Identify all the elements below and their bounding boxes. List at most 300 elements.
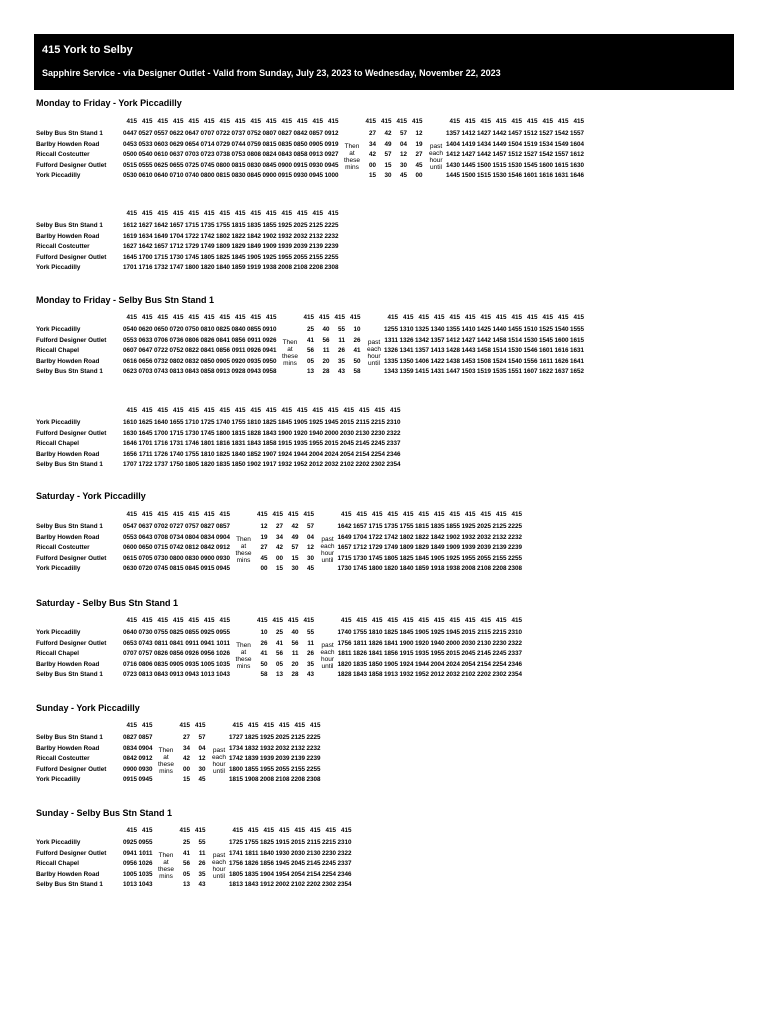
route-number: 415 (495, 617, 507, 624)
route-number: 415 (402, 617, 414, 624)
departure-time: 1905 (293, 419, 308, 426)
departure-time: 0827 (122, 734, 137, 741)
departure-time: 0557 (153, 130, 168, 137)
departure-time: 1646 (569, 172, 584, 180)
departure-time: 0610 (153, 151, 168, 159)
route-number: 415 (250, 118, 261, 125)
route-number: 415 (464, 617, 476, 624)
departure-time: 2322 (337, 849, 352, 857)
departure-time: 1434 (476, 140, 491, 148)
departure-time: 1811 (337, 650, 352, 658)
stop-name: Selby Bus Stn Stand 1 (36, 461, 103, 469)
stop-row (36, 881, 736, 890)
departure-time: 1514 (507, 336, 522, 344)
departure-time: 0732 (153, 357, 168, 365)
minutes-past-hour: 35 (198, 870, 206, 878)
minutes-past-hour: 41 (260, 650, 268, 658)
stop-name: Fulford Designer Outlet (36, 429, 107, 437)
timetable-block (36, 314, 736, 383)
minutes-past-hour: 26 (353, 336, 361, 344)
minutes-past-hour: 12 (415, 130, 423, 137)
departure-time: 1944 (414, 660, 429, 668)
departure-time: 1809 (399, 544, 414, 552)
route-number: 415 (387, 511, 398, 518)
note-line: until (368, 359, 380, 367)
departure-time: 0603 (153, 140, 168, 148)
departure-time: 2055 (275, 765, 290, 773)
note-line: at (287, 345, 293, 353)
departure-time: 0815 (169, 565, 184, 573)
departure-time: 1855 (262, 222, 277, 229)
minutes-past-hour: 40 (291, 629, 299, 636)
minutes-past-hour: 04 (306, 533, 314, 541)
route-number: 415 (303, 314, 314, 321)
departure-time: 1925 (445, 554, 460, 562)
departure-time: 0752 (246, 130, 261, 137)
note-line: hour (320, 549, 334, 557)
departure-time: 1515 (492, 161, 507, 169)
past-each-hour-until-note (208, 747, 230, 775)
departure-time: 2354 (337, 881, 352, 889)
route-number: 415 (327, 210, 339, 217)
departure-time: 0841 (169, 639, 184, 647)
departure-time: 1707 (122, 461, 137, 469)
departure-time: 0553 (122, 336, 137, 344)
departure-time: 0900 (277, 161, 292, 169)
minutes-past-hour: 27 (275, 523, 283, 530)
departure-time: 1546 (523, 347, 538, 355)
departure-time: 1935 (414, 650, 429, 658)
departure-time: 1902 (262, 232, 277, 240)
departure-time: 1412 (445, 336, 460, 344)
route-number: 415 (203, 617, 215, 624)
departure-time: 1641 (569, 357, 584, 365)
departure-time: 2039 (275, 755, 290, 763)
departure-time: 2254 (321, 870, 336, 878)
departure-time: 1745 (184, 253, 199, 261)
departure-time: 1413 (430, 347, 445, 355)
departure-time: 1655 (169, 419, 184, 426)
departure-time: 2232 (324, 232, 339, 240)
minutes-past-hour: 28 (291, 671, 299, 679)
departure-time: 1815 (228, 776, 243, 784)
departure-time: 2255 (306, 765, 321, 773)
departure-time: 0708 (153, 533, 168, 541)
note-line: Then (344, 142, 360, 150)
departure-time: 1955 (277, 253, 292, 261)
minutes-past-hour: 11 (291, 650, 299, 658)
departure-time: 0858 (200, 368, 215, 376)
note-line: hour (212, 865, 226, 873)
departure-time: 1801 (200, 440, 215, 448)
departure-time: 1656 (122, 450, 137, 458)
stop-row (36, 151, 736, 160)
departure-time: 2232 (306, 744, 321, 752)
departure-time: 0722 (153, 347, 168, 355)
departure-time: 1932 (277, 461, 292, 469)
past-each-hour-until-note (317, 642, 339, 670)
route-number: 415 (433, 511, 445, 518)
departure-time: 0825 (215, 326, 230, 333)
route-header-row (36, 722, 736, 731)
departure-time: 2310 (337, 839, 352, 846)
note-line: each (320, 648, 335, 656)
route-number: 415 (281, 407, 292, 414)
route-number: 415 (309, 827, 321, 834)
departure-time: 2302 (492, 671, 507, 679)
departure-time: 0553 (122, 533, 137, 541)
route-header-row (36, 827, 736, 836)
stop-row (36, 337, 736, 346)
departure-time: 1013 (122, 881, 137, 889)
departure-time: 0757 (184, 523, 199, 530)
departure-time: 0650 (153, 326, 168, 333)
departure-time: 1326 (383, 347, 398, 355)
stop-name: Fulford Designer Outlet (36, 765, 107, 773)
departure-time: 1902 (246, 461, 261, 469)
departure-time: 1755 (244, 839, 259, 846)
stop-row (36, 162, 736, 171)
route-number: 415 (219, 210, 230, 217)
then-at-these-mins-note (341, 143, 363, 171)
departure-time: 1631 (554, 172, 569, 180)
departure-time: 1427 (461, 151, 476, 159)
route-number: 415 (126, 827, 137, 834)
stop-name: Selby Bus Stn Stand 1 (36, 734, 103, 741)
departure-time: 1940 (308, 429, 323, 437)
departure-time: 1611 (539, 357, 553, 365)
departure-time: 0835 (153, 660, 168, 668)
route-number: 415 (325, 827, 336, 834)
departure-time: 1815 (414, 523, 429, 530)
departure-time: 2125 (492, 523, 507, 530)
stop-row (36, 347, 736, 356)
departure-time: 0815 (262, 140, 277, 148)
departure-time: 1326 (399, 336, 414, 344)
departure-time: 0759 (246, 140, 261, 148)
departure-time: 1530 (507, 161, 522, 169)
stop-row (36, 766, 736, 775)
departure-time: 0737 (231, 130, 246, 137)
minutes-past-hour: 49 (291, 533, 299, 541)
departure-time: 1542 (538, 151, 553, 159)
departure-time: 2354 (386, 461, 401, 469)
departure-time: 1924 (277, 450, 292, 458)
minutes-past-hour: 00 (415, 172, 423, 180)
departure-time: 1855 (445, 523, 460, 530)
route-number: 415 (433, 617, 445, 624)
minutes-past-hour: 12 (306, 544, 314, 552)
note-line: each (211, 753, 227, 761)
stop-row (36, 440, 736, 449)
route-number: 415 (157, 617, 168, 624)
route-number: 415 (256, 617, 268, 624)
section-title: Sunday - Selby Bus Stn Stand 1 (36, 808, 173, 818)
departure-time: 1835 (244, 870, 259, 878)
note-line: these (158, 865, 174, 873)
departure-time: 0714 (200, 140, 215, 148)
stop-row (36, 419, 736, 428)
departure-time: 1802 (399, 533, 414, 541)
route-number: 415 (480, 617, 491, 624)
departure-time: 1700 (153, 429, 168, 437)
route-number: 415 (402, 511, 414, 518)
departure-time: 1627 (138, 222, 153, 229)
route-number: 415 (272, 511, 283, 518)
departure-time: 1500 (476, 161, 491, 169)
minutes-past-hour: 43 (306, 671, 314, 679)
departure-time: 1945 (324, 419, 339, 426)
stop-name: Fulford Designer Outlet (36, 554, 107, 562)
departure-time: 1412 (445, 151, 460, 159)
departure-time: 1043 (215, 671, 230, 679)
departure-time: 1842 (430, 533, 445, 541)
stop-row (36, 755, 736, 764)
route-number: 415 (511, 617, 522, 624)
minutes-past-hour: 58 (260, 671, 268, 679)
note-line: Then (282, 338, 298, 346)
departure-time: 1642 (337, 523, 352, 530)
departure-time: 0945 (138, 776, 153, 784)
route-number: 415 (157, 314, 168, 321)
route-number: 415 (141, 407, 153, 414)
departure-time: 1726 (153, 450, 168, 458)
departure-time: 2302 (321, 881, 336, 889)
stop-row (36, 264, 736, 273)
departure-time: 1604 (569, 140, 584, 148)
departure-time: 1716 (153, 440, 168, 448)
route-header-row (36, 314, 736, 323)
departure-time: 1730 (352, 554, 367, 562)
departure-time: 2145 (476, 650, 491, 658)
route-number: 415 (250, 210, 261, 217)
minutes-past-hour: 20 (291, 660, 299, 668)
departure-time: 1503 (461, 368, 476, 376)
departure-time: 0500 (122, 151, 137, 159)
departure-time: 1540 (507, 357, 522, 365)
departure-time: 0941 (200, 639, 215, 647)
route-number: 415 (374, 407, 385, 414)
minutes-past-hour: 56 (182, 860, 190, 868)
departure-time: 0808 (246, 151, 261, 159)
departure-time: 1716 (138, 264, 153, 272)
note-line: until (321, 556, 334, 564)
departure-time: 1457 (507, 130, 522, 137)
departure-time: 2130 (476, 639, 491, 647)
departure-time: 2045 (290, 860, 305, 868)
departure-time: 2225 (507, 523, 522, 530)
departure-time: 0857 (138, 734, 153, 741)
departure-time: 1011 (216, 639, 230, 647)
departure-time: 1557 (569, 130, 584, 137)
departure-time: 1649 (153, 232, 168, 240)
departure-time: 1925 (461, 523, 476, 530)
stop-name: Barlby Howden Road (36, 660, 100, 668)
minutes-past-hour: 26 (198, 860, 206, 868)
stop-row (36, 745, 736, 754)
departure-time: 0941 (122, 849, 137, 857)
departure-time: 0826 (200, 336, 215, 344)
departure-time: 0730 (138, 629, 153, 636)
minutes-past-hour: 42 (182, 755, 190, 763)
departure-time: 1612 (569, 151, 584, 159)
departure-time: 1732 (153, 264, 168, 272)
minutes-past-hour: 15 (182, 776, 190, 784)
departure-time: 1925 (262, 253, 277, 261)
departure-time: 0958 (262, 368, 277, 376)
departure-time: 2202 (306, 881, 321, 889)
route-number: 415 (265, 407, 277, 414)
stop-row (36, 523, 736, 532)
minutes-past-hour: 11 (198, 849, 206, 857)
note-line: these (235, 549, 252, 557)
route-number: 415 (349, 314, 361, 321)
route-number: 415 (303, 511, 314, 518)
departure-time: 0727 (169, 523, 184, 530)
route-header-row (36, 511, 736, 520)
departure-time: 1035 (215, 660, 230, 668)
departure-time: 1634 (138, 232, 153, 240)
departure-time: 1601 (523, 172, 538, 180)
departure-time: 0802 (169, 357, 184, 365)
departure-time: 2202 (476, 671, 491, 679)
minutes-past-hour: 42 (384, 130, 392, 137)
departure-time: 1835 (215, 461, 230, 469)
minutes-past-hour: 25 (275, 629, 283, 636)
departure-time: 0720 (138, 565, 153, 573)
route-number: 415 (287, 617, 299, 624)
departure-time: 1800 (184, 264, 199, 272)
route-number: 415 (287, 511, 299, 518)
note-line: until (321, 662, 334, 670)
departure-time: 1445 (461, 161, 476, 169)
departure-time: 0835 (277, 140, 292, 148)
minutes-past-hour: 27 (182, 734, 190, 741)
departure-time: 2008 (259, 776, 274, 784)
departure-time: 1841 (383, 639, 398, 647)
stop-name: Selby Bus Stn Stand 1 (36, 671, 103, 679)
departure-time: 1642 (138, 243, 153, 251)
departure-time: 0637 (169, 151, 184, 159)
departure-time: 1912 (259, 881, 274, 889)
departure-time: 2255 (507, 554, 522, 562)
departure-time: 1722 (368, 533, 383, 541)
route-number: 415 (480, 314, 491, 321)
departure-time: 1852 (246, 450, 261, 458)
departure-time: 0600 (122, 544, 137, 552)
departure-time: 0843 (277, 151, 292, 159)
route-number: 415 (141, 314, 153, 321)
departure-time: 0926 (262, 336, 277, 344)
departure-time: 1515 (476, 172, 491, 180)
minutes-past-hour: 15 (368, 172, 376, 180)
departure-time: 2208 (492, 565, 507, 573)
stop-row (36, 172, 736, 181)
departure-time: 0750 (184, 326, 199, 333)
route-number: 415 (203, 118, 215, 125)
departure-time: 1700 (138, 253, 153, 261)
stop-row (36, 565, 736, 574)
departure-time: 1556 (523, 357, 538, 365)
minutes-past-hour: 41 (182, 849, 190, 857)
departure-time: 0832 (184, 357, 199, 365)
note-line: hour (320, 655, 334, 663)
departure-time: 1745 (352, 565, 367, 573)
departure-time: 1422 (430, 357, 445, 365)
departure-time: 1939 (259, 755, 274, 763)
departure-time: 2245 (492, 650, 507, 658)
minutes-past-hour: 15 (291, 554, 299, 562)
departure-time: 1458 (492, 336, 507, 344)
departure-time: 1742 (228, 755, 243, 763)
stop-name: York Piccadilly (36, 419, 81, 426)
departure-time: 1905 (414, 629, 429, 636)
departure-time: 1932 (259, 744, 274, 752)
departure-time: 2225 (324, 222, 339, 229)
departure-time: 1442 (476, 151, 491, 159)
departure-time: 0926 (246, 347, 261, 355)
departure-time: 1856 (383, 650, 398, 658)
departure-time: 0855 (184, 629, 199, 636)
departure-time: 0740 (184, 172, 199, 180)
departure-time: 2039 (476, 544, 491, 552)
stop-row (36, 776, 736, 785)
minutes-past-hour: 05 (182, 870, 190, 878)
route-number: 415 (387, 617, 398, 624)
departure-time: 0955 (138, 839, 153, 846)
minutes-past-hour: 30 (291, 565, 299, 573)
minutes-past-hour: 34 (275, 533, 283, 541)
departure-time: 1938 (445, 565, 460, 573)
departure-time: 1725 (200, 419, 215, 426)
route-number: 415 (396, 118, 407, 125)
departure-time: 1715 (368, 523, 383, 530)
note-line: hour (212, 760, 226, 768)
departure-time: 2230 (321, 849, 336, 857)
departure-time: 0920 (231, 357, 246, 365)
note-line: hour (429, 156, 443, 164)
departure-time: 1419 (461, 140, 476, 148)
stop-name: York Piccadilly (36, 629, 81, 636)
departure-time: 2154 (355, 450, 370, 458)
departure-time: 1919 (246, 264, 261, 272)
departure-time: 0722 (215, 130, 230, 137)
departure-time: 1746 (184, 440, 199, 448)
route-number: 415 (263, 722, 274, 729)
minutes-past-hour: 41 (353, 347, 361, 355)
departure-time: 1915 (277, 440, 292, 448)
minutes-past-hour: 28 (322, 368, 330, 376)
timetable-block (36, 210, 736, 279)
departure-time: 0706 (153, 336, 168, 344)
departure-time: 1712 (352, 544, 367, 552)
departure-time: 1813 (228, 881, 243, 889)
route-number: 415 (433, 314, 445, 321)
departure-time: 1729 (184, 243, 199, 251)
timetable-block (36, 617, 736, 686)
route-number: 415 (449, 118, 460, 125)
departure-time: 1740 (215, 419, 230, 426)
departure-time: 2346 (507, 660, 522, 668)
minutes-past-hour: 13 (306, 368, 314, 376)
departure-time: 2000 (445, 639, 460, 647)
minutes-past-hour: 57 (291, 544, 299, 552)
departure-time: 2025 (275, 734, 290, 741)
departure-time: 2108 (476, 565, 491, 573)
departure-time: 1925 (277, 222, 292, 229)
departure-time: 0840 (231, 326, 246, 333)
departure-time: 1747 (169, 264, 184, 272)
